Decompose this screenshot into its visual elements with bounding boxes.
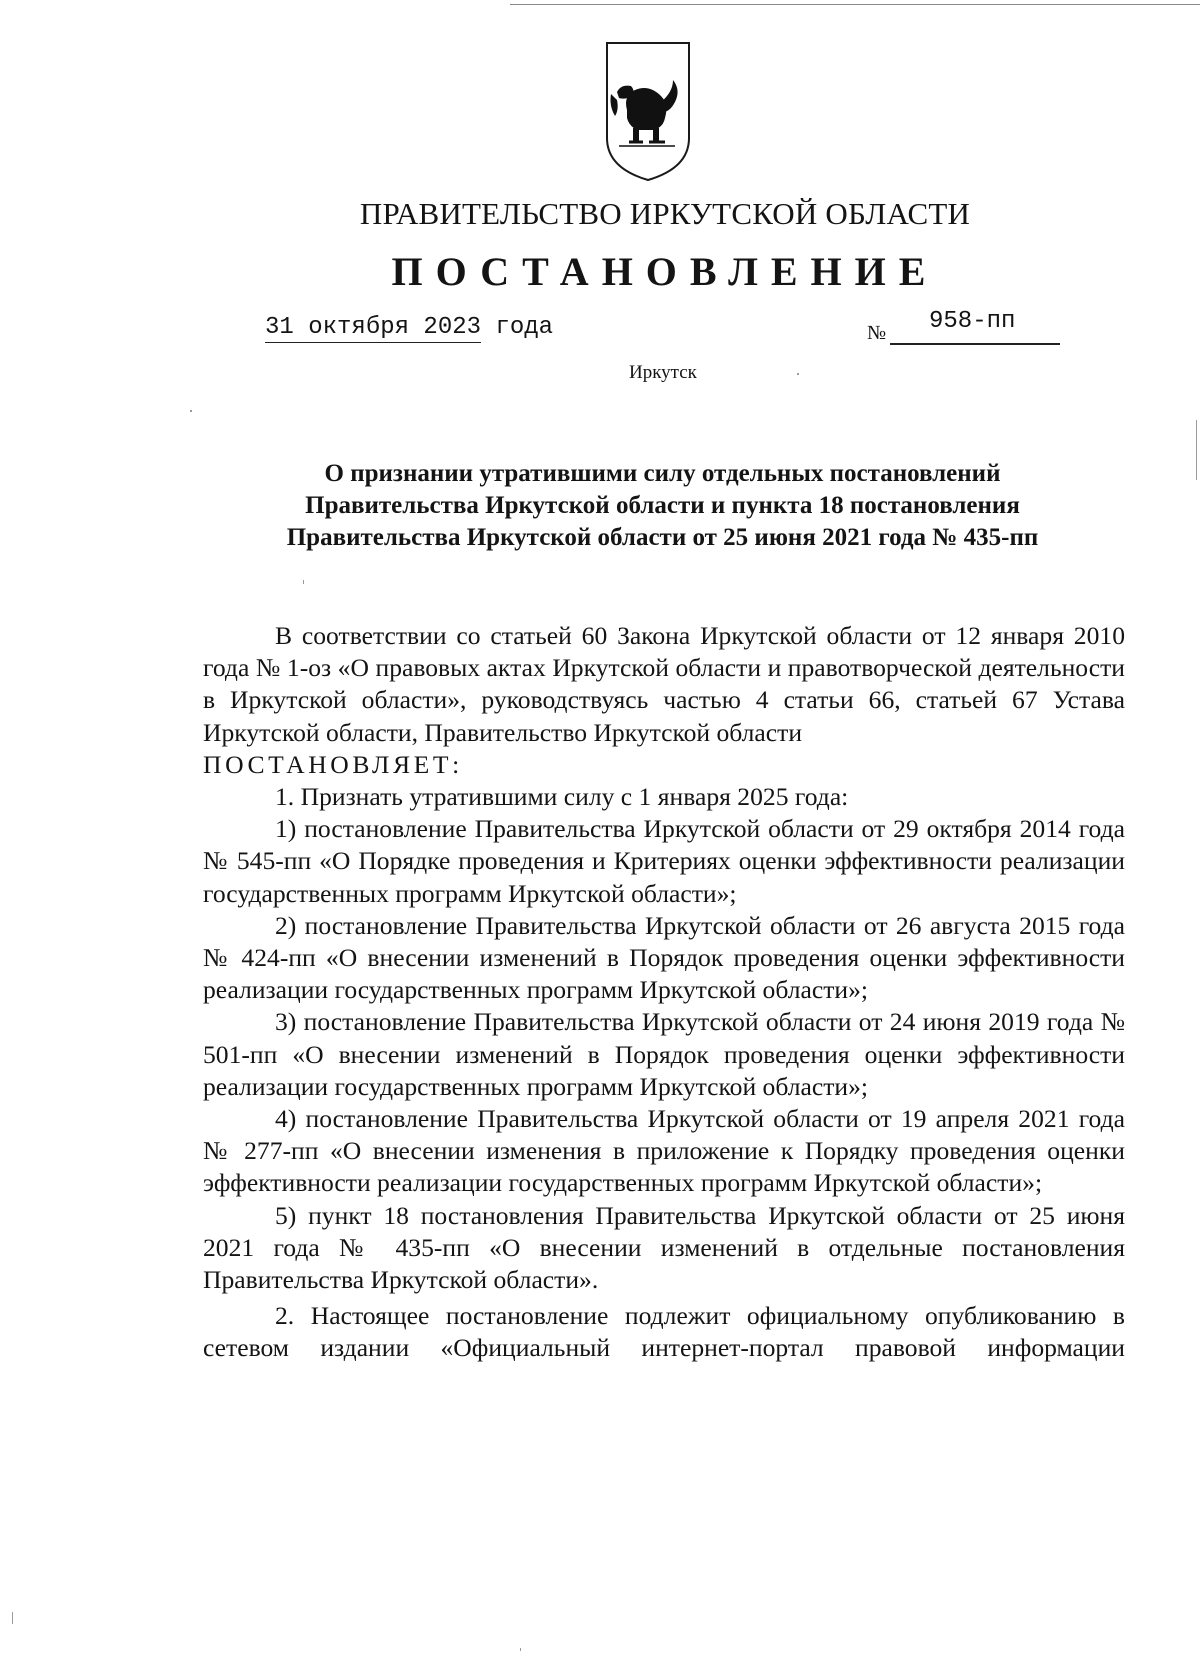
scan-speck	[520, 1648, 521, 1651]
sub-item-4: 4) постановление Правительства Иркутской области от 19 апреля 2021 года № 277-пп «О внесении изменения в приложение к Порядку проведения оценки эффективности реализации государственных программ Иркутской области»;	[203, 1104, 1125, 1198]
document-date	[265, 314, 553, 343]
sub-item-2: 2) постановление Правительства Иркутской области от 26 августа 2015 года № 424-пп «О внесении изменений в Порядок проведения оценки эффективности реализации государственных программ Иркутской области»;	[203, 910, 1125, 1005]
date-suffix: года	[481, 314, 554, 341]
scan-speck	[797, 373, 799, 375]
item-2-paragraph: 2. Настоящее постановление подлежит официальному опубликованию в сетевом издании «Официальный интернет-портал правовой информации	[203, 1301, 1125, 1363]
number-underline	[890, 343, 1060, 345]
document-title	[200, 458, 1125, 554]
document-type-heading: ПОСТАНОВЛЕНИЕ	[391, 249, 939, 294]
item-1-heading: 1. Признать утратившими силу с 1 января 2025 года:	[275, 782, 849, 812]
title-line: О признании утратившими силу отдельных постановлений	[324, 460, 1001, 487]
irkutsk-coat-of-arms-icon	[603, 40, 693, 182]
scan-speck	[12, 1612, 13, 1624]
preamble-paragraph: В соответствии со статьей 60 Закона Иркутской области от 12 января 2010 года № 1-оз «О правовых актах Иркутской области и правотворческой деятельности в Иркутской области», руководствуясь частью 4 статьи 66, статьей 67 Устава Иркутской области, Правительство Иркутской области	[203, 621, 1125, 747]
scan-speck	[1196, 420, 1197, 480]
sub-item-1: 1) постановление Правительства Иркутской области от 29 октября 2014 года № 545-пп «О Порядке проведения и Критериях оценки эффективности реализации государственных программ Иркутской области»;	[203, 814, 1125, 908]
government-name: ПРАВИТЕЛЬСТВО ИРКУТСКОЙ ОБЛАСТИ	[359, 196, 971, 231]
title-line: Правительства Иркутской области и пункта 18 постановления	[305, 492, 1020, 519]
document-number: 958-пп	[929, 308, 1016, 335]
number-sign: №	[867, 322, 887, 344]
title-line: Правительства Иркутской области от 25 июня 2021 года № 435-пп	[286, 524, 1039, 551]
date-value: 31 октября 2023	[265, 314, 482, 341]
resolves-keyword: ПОСТАНОВЛЯЕТ:	[203, 749, 463, 779]
sub-item-3: 3) постановление Правительства Иркутской области от 24 июня 2019 года № 501-пп «О внесении изменений в Порядок проведения оценки эффективности реализации государственных программ Иркутской области»;	[203, 1007, 1125, 1101]
scan-top-border	[510, 4, 1200, 5]
scan-speck	[303, 580, 304, 584]
document-body	[203, 620, 1125, 1365]
scan-speck	[190, 410, 192, 412]
city-name: Иркутск	[629, 362, 697, 383]
sub-item-5: 5) пункт 18 постановления Правительства Иркутской области от 25 июня 2021 года № 435-пп «О внесении изменений в отдельные постановления Правительства Иркутской области».	[203, 1200, 1125, 1295]
